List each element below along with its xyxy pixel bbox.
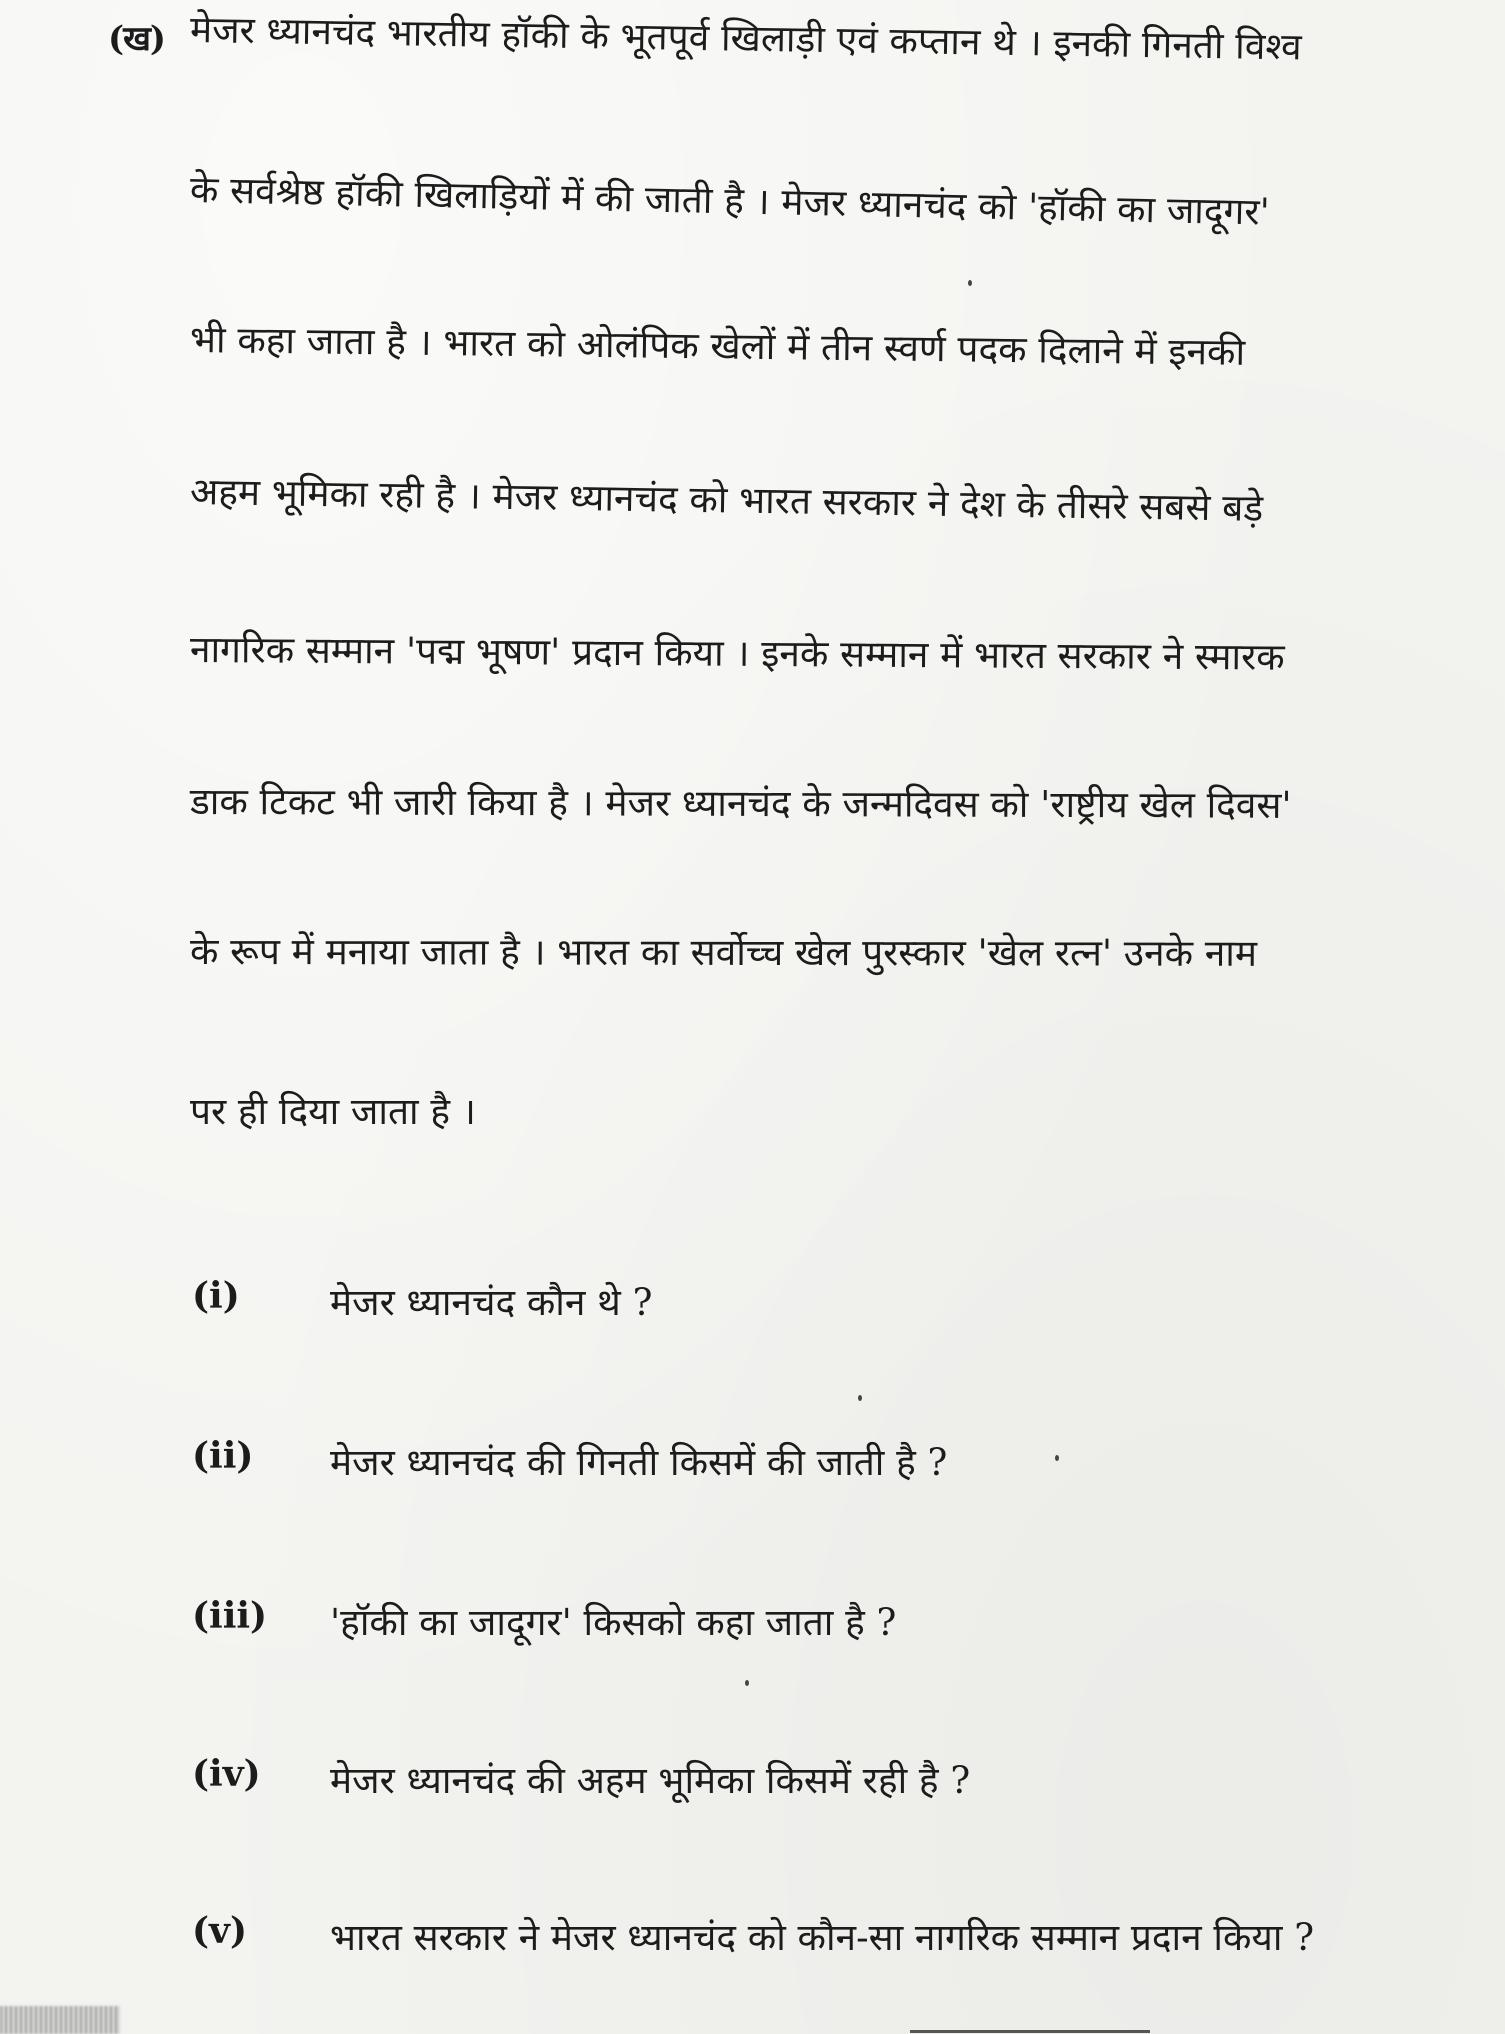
scan-smudge: [0, 2006, 120, 2034]
question-number: (iv): [192, 1753, 261, 1795]
question-item: [0, 1435, 1505, 1495]
question-text: मेजर ध्यानचंद की गिनती किसमें की जाती है ?: [330, 1441, 948, 1484]
question-item: [0, 1910, 1505, 1970]
question-text: भारत सरकार ने मेजर ध्यानचंद को कौन-सा नागरिक सम्मान प्रदान किया ?: [330, 1916, 1315, 1959]
passage-line: के सर्वश्रेष्ठ हॉकी खिलाड़ियों में की जाती है । मेजर ध्यानचंद को 'हॉकी का जादूगर': [189, 168, 1271, 234]
question-item: [0, 1595, 1505, 1655]
question-number: (v): [192, 1910, 247, 1952]
scan-speck: [745, 1680, 749, 1686]
scan-speck: [968, 280, 972, 286]
question-text: मेजर ध्यानचंद कौन थे ?: [330, 1281, 653, 1324]
question-number: (i): [192, 1275, 240, 1317]
passage-line: के रूप में मनाया जाता है । भारत का सर्वोच्च खेल पुरस्कार 'खेल रत्न' उनके नाम: [189, 930, 1258, 975]
passage-line: नागरिक सम्मान 'पद्म भूषण' प्रदान किया । इनके सम्मान में भारत सरकार ने स्मारक: [189, 628, 1285, 679]
passage-line: भी कहा जाता है । भारत को ओलंपिक खेलों में तीन स्वर्ण पदक दिलाने में इनकी: [189, 318, 1246, 374]
scan-speck: [1055, 1455, 1059, 1461]
question-item: [0, 1753, 1505, 1813]
question-item: [0, 1275, 1505, 1335]
question-marker: (ख): [108, 19, 165, 59]
question-number: (ii): [192, 1435, 254, 1477]
question-text: 'हॉकी का जादूगर' किसको कहा जाता है ?: [330, 1601, 897, 1644]
bottom-rule: [910, 2030, 1150, 2033]
question-text: मेजर ध्यानचंद की अहम भूमिका किसमें रही है ?: [330, 1759, 971, 1802]
passage-line: डाक टिकट भी जारी किया है । मेजर ध्यानचंद के जन्मदिवस को 'राष्ट्रीय खेल दिवस': [189, 780, 1292, 827]
question-number: (iii): [192, 1595, 268, 1637]
scan-speck: [858, 1395, 862, 1401]
passage-line: पर ही दिया जाता है ।: [190, 1090, 476, 1133]
passage-line: मेजर ध्यानचंद भारतीय हॉकी के भूतपूर्व खिलाड़ी एवं कप्तान थे । इनकी गिनती विश्व: [189, 8, 1303, 69]
passage-line: अहम भूमिका रही है । मेजर ध्यानचंद को भारत सरकार ने देश के तीसरे सबसे बड़े: [189, 470, 1264, 530]
